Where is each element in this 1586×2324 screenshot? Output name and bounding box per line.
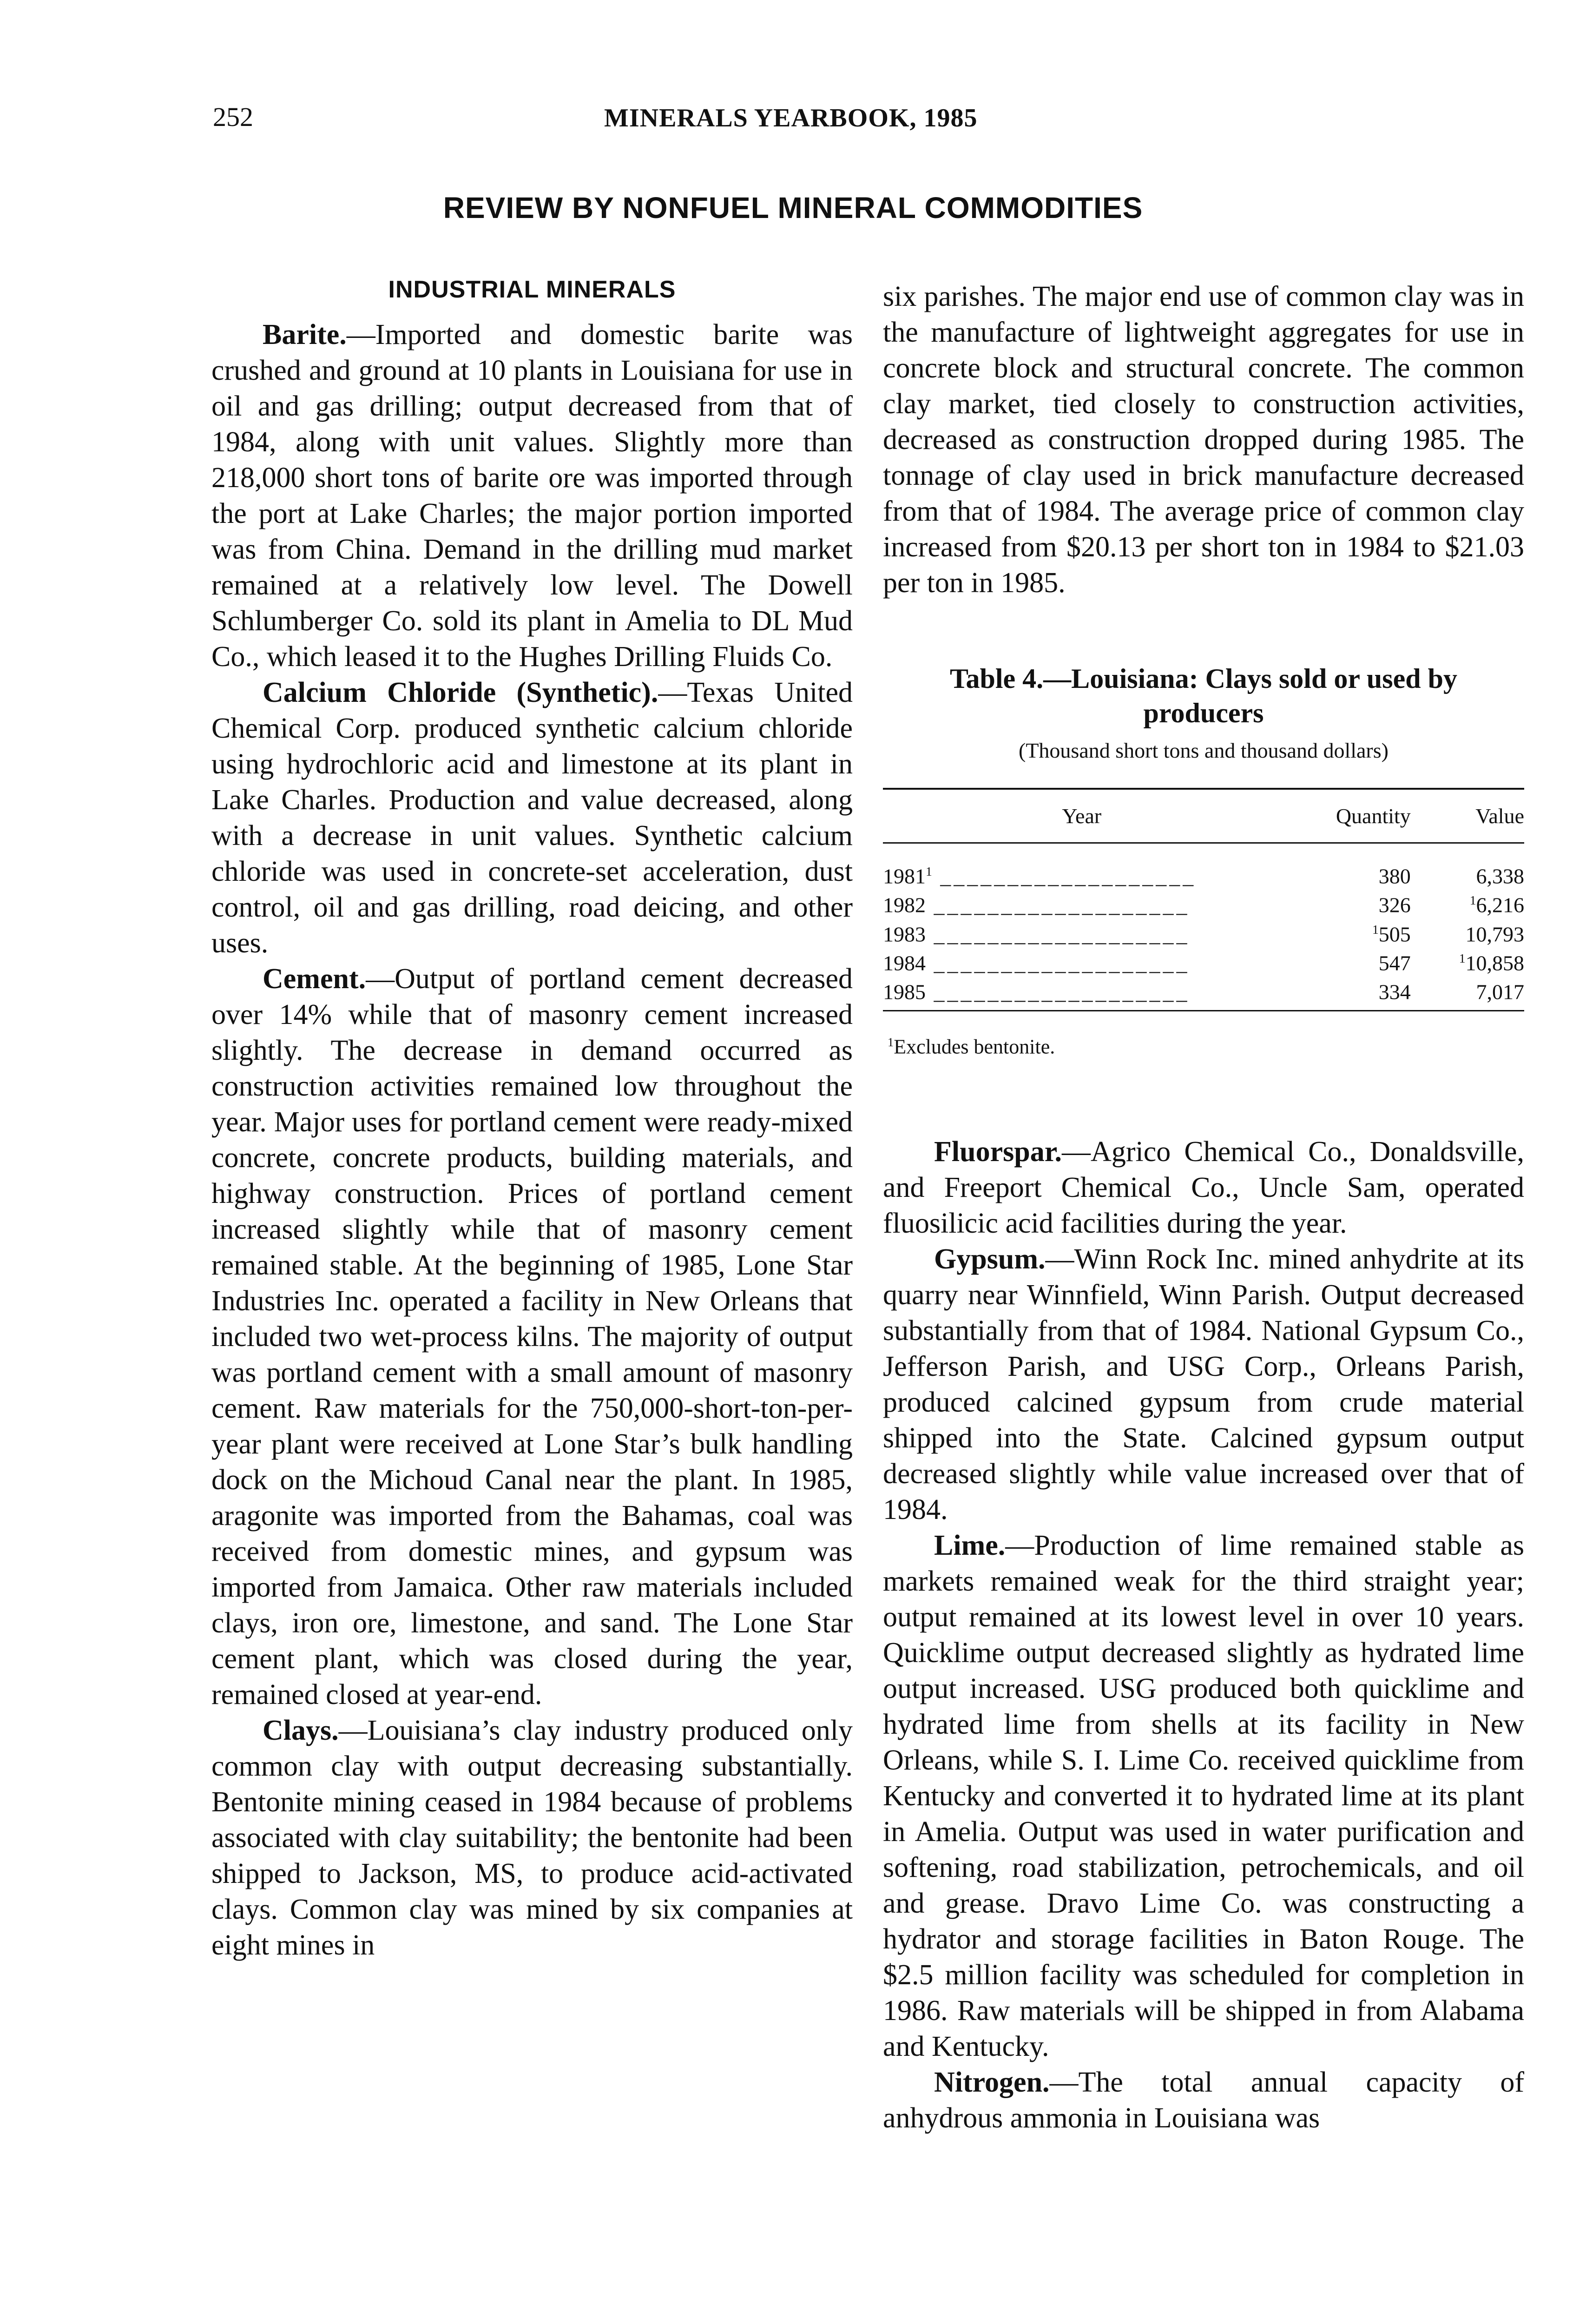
table-units: (Thousand short tons and thousand dollars) [1019, 739, 1389, 762]
table-footnote [888, 1024, 1524, 1065]
footnote-text: Excludes bentonite. [894, 1035, 1055, 1058]
footnote-ref: 1 [1469, 893, 1476, 908]
value-cell: 10,793 [1465, 922, 1524, 946]
lead-term: Clays. [263, 1715, 339, 1746]
year-cell: 1982 [883, 893, 926, 917]
quantity-cell: 334 [1378, 980, 1411, 1004]
paragraph-fluorspar [883, 1134, 1524, 1241]
quantity-cell: 326 [1378, 893, 1411, 917]
table-row: 1983 ___________________ $^1$505 10,793 [883, 922, 1524, 946]
value-cell: 10,858 [1465, 951, 1524, 975]
table-row: 1981$^1$ ___________________ 380 6,338 [883, 864, 1524, 888]
year-cell: 1981 [883, 864, 926, 888]
right-column-paragraphs [883, 1134, 1524, 2136]
lead-term: Lime. [934, 1530, 1006, 1562]
paragraph-gypsum [883, 1241, 1524, 1528]
value-cell: 7,017 [1476, 980, 1524, 1004]
paragraph-clays-continued: six parishes. The major end use of common clay was in the manufacture of lightweight aggregates for use in concrete block and structural concrete. The common clay market, tied closely to construction activities, decreased as construction dropped during 1985. The tonnage of clay used in brick manufacture decreased from that of 1984. The average price of common clay increased from $20.13 per short ton in 1984 to $21.03 per ton in 1985. [883, 281, 1524, 599]
paragraph-lime [883, 1528, 1524, 2065]
paragraph-text: —Output of portland cement decreased over 14% while that of masonry cement increased slightly. The decrease in demand occurred as construction activities remained low throughout the year. Major uses for portland cement were ready-mixed concrete, concrete products, building materials, and highway construction. Prices of portland cement increased slightly while that of masonry cement remained stable. At the beginning of 1985, Lone Star Industries Inc. operated a facility in New Orleans that included two wet-process kilns. The majority of output was portland cement with a small amount of masonry cement. Raw materials for the 750,000-short-ton-per-year plant were received at Lone Star’s bulk handling dock on the Michoud Canal near the plant. In 1985, aragonite was imported from the Bahamas, coal was received from domestic mines, and gypsum was imported from Jamaica. Other raw materials included clays, iron ore, limestone, and sand. The Lone Star cement plant, which was closed during the year, remained closed at year-end. [211, 963, 853, 1710]
lead-term: Gypsum. [934, 1243, 1046, 1275]
footnote-ref: 1 [1459, 951, 1466, 965]
paragraph-text: —Agrico Chemical Co., Donaldsville, and Freeport Chemical Co., Uncle Sam, operated fluosilicic acid facilities during the year. [883, 1136, 1524, 1240]
table-row: 1985 ___________________ 334 7,017 [883, 975, 1524, 1010]
paragraph-clays [211, 1713, 853, 1963]
lead-term: Nitrogen. [934, 2067, 1050, 2099]
table-row: 1984 ___________________ 547 $^1$10,858 [883, 951, 1524, 975]
clays-table-block [883, 661, 1524, 1064]
footnote-ref: 1 [1372, 922, 1379, 937]
column-header-value: Value [1411, 789, 1524, 843]
quantity-cell: 505 [1378, 922, 1411, 946]
left-column [211, 272, 853, 1963]
paragraph-nitrogen [883, 2065, 1524, 2136]
year-cell: 1983 [883, 922, 926, 946]
lead-term: Calcium Chloride (Synthetic). [263, 677, 658, 708]
paragraph-calcium-chloride [211, 675, 853, 961]
paragraph-text: —Texas United Chemical Corp. produced synthetic calcium chloride using hydrochloric acid and limestone at its plant in Lake Charles. Production and value decreased, along with a decrease in unit values. Synthetic calcium chloride was used in concrete-set acceleration, dust control, oil and gas drilling, road deicing, and other uses. [211, 677, 853, 959]
section-title: REVIEW BY NONFUEL MINERAL COMMODITIES [443, 191, 1143, 224]
quantity-cell: 547 [1378, 951, 1411, 975]
lead-term: Cement. [263, 963, 366, 995]
column-header-year: Year [883, 789, 1281, 843]
page-number: 252 [213, 102, 253, 132]
lead-term: Fluorspar. [934, 1136, 1062, 1168]
value-cell: 6,216 [1476, 893, 1524, 917]
subsection-title: INDUSTRIAL MINERALS [388, 276, 676, 303]
lead-term: Barite. [263, 319, 347, 350]
paragraph-text: —Winn Rock Inc. mined anhydrite at its quarry near Winnfield, Winn Parish. Output decreased substantially from that of 1984. National Gypsum Co., Jefferson Parish, and USG Corp., Orleans Parish, produced calcined gypsum from crude material shipped into the State. Calcined gypsum output decreased slightly while value increased over that of 1984. [883, 1243, 1524, 1526]
right-column [883, 279, 1524, 2136]
table-title: Table 4.—Louisiana: Clays sold or used by producers [950, 663, 1457, 728]
table-row: 1982 ___________________ 326 $^1$6,216 [883, 893, 1524, 917]
paragraph-text: —Production of lime remained stable as markets remained weak for the third straight year; output remained at its lowest level in over 10 years. Quicklime output decreased slightly as hydrated lime output increased. USG produced both quicklime and hydrated lime from shells at its facility in New Orleans, while S. I. Lime Co. received quicklime from Kentucky and converted it to hydrated lime at its plant in Amelia. Output was used in water purification and softening, road stabilization, petrochemicals, and oil and grease. Dravo Lime Co. was constructing a hydrator and storage facilities in Baton Rouge. The $2.5 million facility was scheduled for completion in 1986. Raw materials will be shipped in from Alabama and Kentucky. [883, 1530, 1524, 2063]
year-cell: 1985 [883, 980, 926, 1004]
paragraph-barite [211, 317, 853, 675]
column-header-quantity: Quantity [1281, 789, 1411, 843]
quantity-cell: 380 [1378, 864, 1411, 888]
paragraph-cement [211, 961, 853, 1713]
paragraph-text: —Imported and domestic barite was crushed and ground at 10 plants in Louisiana for use in oil and gas drilling; output decreased from that of 1984, along with unit values. Slightly more than 218,000 short tons of barite ore was imported through the port at Lake Charles; the major portion imported was from China. Demand in the drilling mud market remained at a relatively low level. The Dowell Schlumberger Co. sold its plant in Amelia to DL Mud Co., which leased it to the Hughes Drilling Fluids Co. [211, 319, 853, 673]
paragraph-text: —Louisiana’s clay industry produced only common clay with output decreasing substantially. Bentonite mining ceased in 1984 because of problems associated with clay suitability; the bentonite had been shipped to Jackson, MS, to produce acid-activated clays. Common clay was mined by six companies at eight mines in [211, 1715, 853, 1961]
running-head: MINERALS YEARBOOK, 1985 [604, 104, 978, 132]
clays-table [883, 788, 1524, 1011]
footnote-ref: 1 [926, 864, 932, 878]
paragraph-text: —The total annual capacity of anhydrous ammonia in Louisiana was [883, 2067, 1524, 2134]
footnote-mark: 1 [888, 1035, 894, 1049]
year-cell: 1984 [883, 951, 926, 975]
value-cell: 6,338 [1476, 864, 1524, 888]
